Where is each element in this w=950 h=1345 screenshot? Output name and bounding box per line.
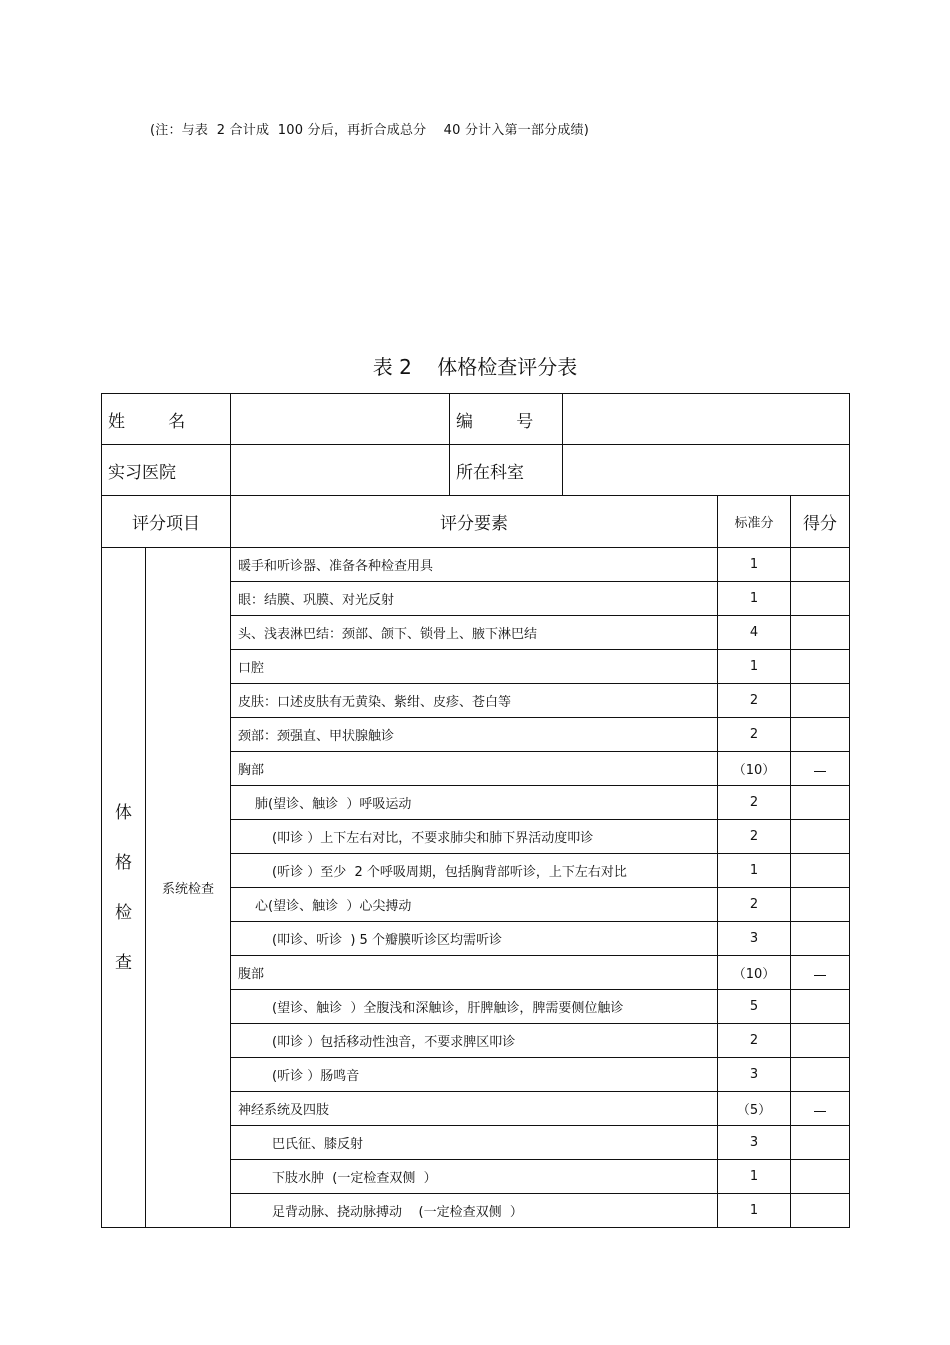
element-column-header: 评分要素	[231, 496, 718, 548]
score-field[interactable]	[791, 752, 850, 786]
standard-score: 1	[718, 650, 791, 684]
blank-line	[814, 1111, 826, 1112]
element-text: 足背动脉、挠动脉搏动 (一定检查双侧 ）	[231, 1194, 718, 1228]
blank-line	[814, 771, 826, 772]
element-text: (听诊 ）肠鸣音	[231, 1058, 718, 1092]
header-table	[101, 393, 850, 548]
table-title: 表 2 体格检查评分表	[372, 355, 578, 379]
hospital-label: 实习医院	[102, 445, 231, 496]
score-field[interactable]	[791, 548, 850, 582]
score-field[interactable]	[791, 582, 850, 616]
standard-score: 1	[718, 1160, 791, 1194]
standard-score: 1	[718, 548, 791, 582]
element-text: (叩诊、听诊 ) 5 个瓣膜听诊区均需听诊	[231, 922, 718, 956]
department-label: 所在科室	[450, 445, 563, 496]
standard-score: 2	[718, 1024, 791, 1058]
element-text: 皮肤：口述皮肤有无黄染、紫绀、皮疹、苍白等	[231, 684, 718, 718]
element-text: 胸部	[231, 752, 718, 786]
score-field[interactable]	[791, 616, 850, 650]
standard-score: （10）	[718, 752, 791, 786]
element-text: (望诊、触诊 ）全腹浅和深触诊，肝脾触诊，脾需要侧位触诊	[231, 990, 718, 1024]
score-field[interactable]	[791, 684, 850, 718]
category-char: 查	[115, 952, 132, 973]
score-field[interactable]	[791, 1092, 850, 1126]
element-text: 口腔	[231, 650, 718, 684]
blank-line	[814, 975, 826, 976]
standard-score: 3	[718, 1126, 791, 1160]
standard-score: 2	[718, 820, 791, 854]
score-field[interactable]	[791, 956, 850, 990]
element-text: (叩诊 ）包括移动性浊音，不要求脾区叩诊	[231, 1024, 718, 1058]
element-text: 下肢水肿 (一定检查双侧 ）	[231, 1160, 718, 1194]
scoring-table	[101, 547, 850, 1228]
score-field[interactable]	[791, 1160, 850, 1194]
element-text: 腹部	[231, 956, 718, 990]
score-field[interactable]	[791, 786, 850, 820]
department-field[interactable]	[563, 445, 850, 496]
score-field[interactable]	[791, 1058, 850, 1092]
number-label: 编 号	[450, 394, 563, 445]
element-text: 暖手和听诊器、准备各种检查用具	[231, 548, 718, 582]
number-field[interactable]	[563, 394, 850, 445]
score-field[interactable]	[791, 1126, 850, 1160]
standard-score: 2	[718, 718, 791, 752]
score-field[interactable]	[791, 1194, 850, 1228]
category-char: 检	[115, 902, 132, 923]
standard-score: 2	[718, 684, 791, 718]
score-column-header: 得分	[791, 496, 850, 548]
score-field[interactable]	[791, 718, 850, 752]
category-char: 体	[115, 802, 132, 823]
score-field[interactable]	[791, 990, 850, 1024]
standard-score: 1	[718, 1194, 791, 1228]
element-text: 眼：结膜、巩膜、对光反射	[231, 582, 718, 616]
element-text: 心(望诊、触诊 ）心尖搏动	[231, 888, 718, 922]
standard-score: 2	[718, 888, 791, 922]
standard-score: 1	[718, 854, 791, 888]
element-text: 肺(望诊、触诊 ）呼吸运动	[231, 786, 718, 820]
subcategory-cell: 系统检查	[146, 548, 231, 1228]
name-label: 姓 名	[102, 394, 231, 445]
standard-score: 2	[718, 786, 791, 820]
standard-score: 4	[718, 616, 791, 650]
hospital-field[interactable]	[231, 445, 450, 496]
element-text: 颈部：颈强直、甲状腺触诊	[231, 718, 718, 752]
score-field[interactable]	[791, 820, 850, 854]
score-field[interactable]	[791, 888, 850, 922]
score-field[interactable]	[791, 650, 850, 684]
standard-score: （5）	[718, 1092, 791, 1126]
footnote: (注：与表 2 合计成 100 分后，再折合成总分 40 分计入第一部分成绩)	[150, 123, 590, 138]
element-text: 头、浅表淋巴结：颈部、颌下、锁骨上、腋下淋巴结	[231, 616, 718, 650]
score-field[interactable]	[791, 854, 850, 888]
element-text: (叩诊 ）上下左右对比，不要求肺尖和肺下界活动度叩诊	[231, 820, 718, 854]
element-text: 巴氏征、膝反射	[231, 1126, 718, 1160]
standard-score: 1	[718, 582, 791, 616]
element-text: (听诊 ）至少 2 个呼吸周期，包括胸背部听诊，上下左右对比	[231, 854, 718, 888]
table-row	[102, 548, 850, 582]
element-text: 神经系统及四肢	[231, 1092, 718, 1126]
standard-score: 5	[718, 990, 791, 1024]
standard-score: 3	[718, 1058, 791, 1092]
score-field[interactable]	[791, 922, 850, 956]
category-char: 格	[115, 852, 132, 873]
standard-score: 3	[718, 922, 791, 956]
category-cell	[102, 548, 146, 1228]
standard-score: （10）	[718, 956, 791, 990]
standard-column-header: 标准分	[718, 496, 791, 548]
name-field[interactable]	[231, 394, 450, 445]
item-column-header: 评分项目	[102, 496, 231, 548]
score-field[interactable]	[791, 1024, 850, 1058]
